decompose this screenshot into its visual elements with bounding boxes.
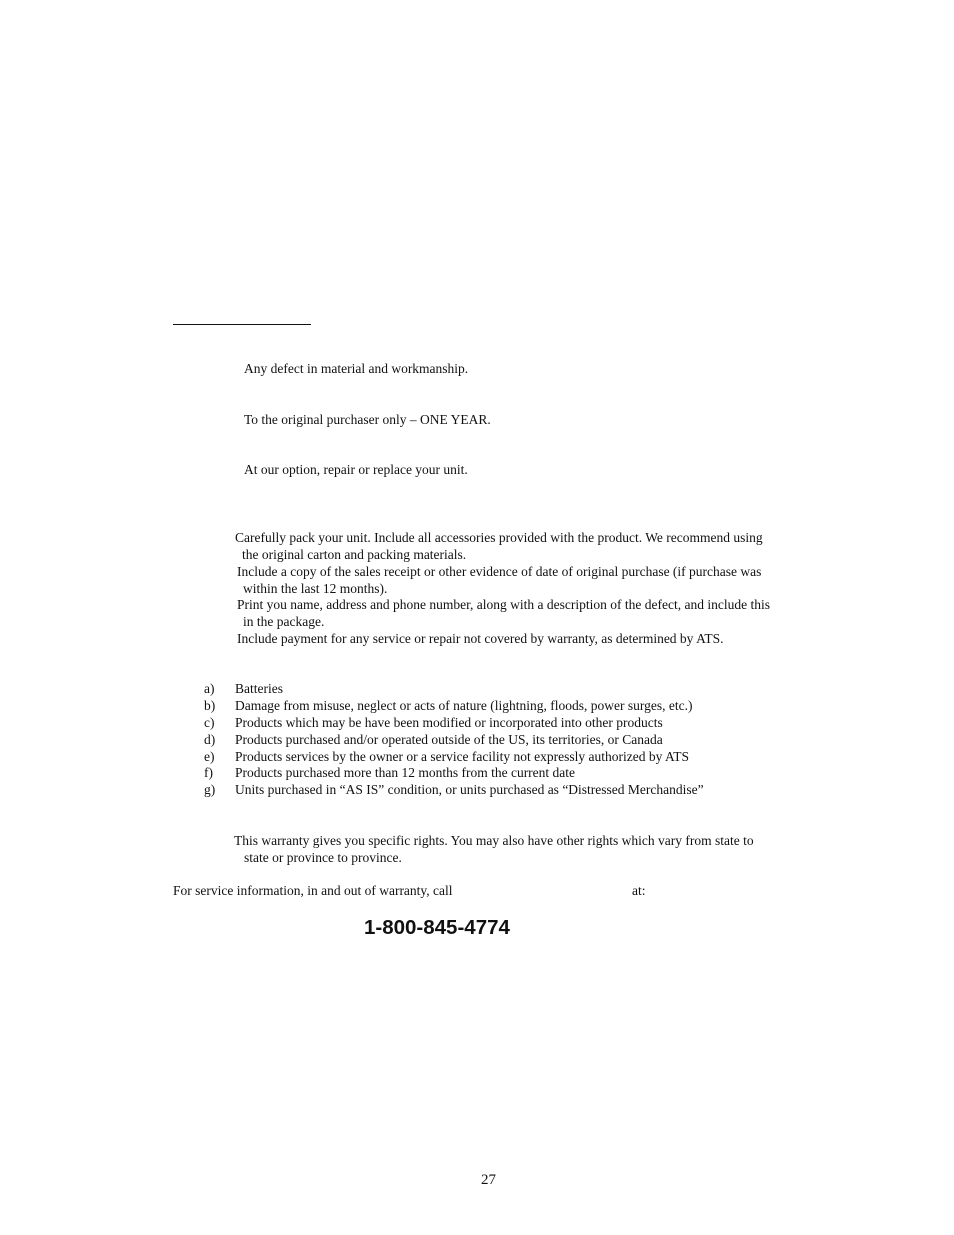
step-2-text: Include a copy of the sales receipt or other evidence of date of original purchase (if purchase was (237, 564, 762, 579)
exclusion-label: a) (204, 681, 215, 696)
step-1 (235, 529, 763, 563)
rights-paragraph (234, 832, 754, 866)
coverage-duration: To the original purchaser only – ONE YEAR. (244, 412, 491, 427)
exclusion-label: c) (204, 715, 215, 730)
exclusion-item: Products services by the owner or a service facility not expressly authorized by ATS (235, 749, 690, 764)
step-3 (237, 596, 770, 630)
page-number: 27 (481, 1172, 496, 1188)
step-3-text: Print you name, address and phone number, along with a description of the defect, and include this (237, 597, 770, 612)
exclusion-item: Products purchased more than 12 months from the current date (235, 765, 576, 780)
coverage-what-covered: Any defect in material and workmanship. (244, 361, 469, 376)
exclusion-label: f) (204, 765, 213, 780)
exclusion-item: Products which may be have been modified or incorporated into other products (235, 715, 663, 730)
exclusion-item: Batteries (235, 681, 283, 696)
step-4: Include payment for any service or repair not covered by warranty, as determined by ATS. (237, 631, 724, 646)
step-2-continuation: within the last 12 months). (243, 581, 388, 596)
rights-continuation: state or province to province. (244, 850, 402, 865)
exclusion-item: Products purchased and/or operated outside of the US, its territories, or Canada (235, 732, 663, 747)
step-3-continuation: in the package. (243, 614, 325, 629)
service-info-text: For service information, in and out of warranty, call (173, 883, 453, 898)
exclusion-item: Units purchased in “AS IS” condition, or units purchased as “Distressed Merchandise” (235, 782, 704, 797)
exclusion-label: d) (204, 732, 216, 747)
rights-text: This warranty gives you specific rights. You may also have other rights which vary from state to (234, 833, 754, 848)
exclusion-label: g) (204, 782, 216, 797)
coverage-remedy: At our option, repair or replace your unit. (244, 462, 468, 477)
service-phone-number: 1-800-845-4774 (364, 916, 510, 939)
service-info-at: at: (632, 883, 646, 898)
step-2 (237, 563, 761, 597)
exclusion-label: b) (204, 698, 216, 713)
exclusion-label: e) (204, 749, 215, 764)
step-1-continuation: the original carton and packing materials. (242, 547, 467, 562)
step-1-text: Carefully pack your unit. Include all accessories provided with the product. We recommend using (235, 530, 763, 545)
exclusion-item: Damage from misuse, neglect or acts of nature (lightning, floods, power surges, etc.) (235, 698, 693, 713)
section-heading-underline (173, 324, 311, 325)
